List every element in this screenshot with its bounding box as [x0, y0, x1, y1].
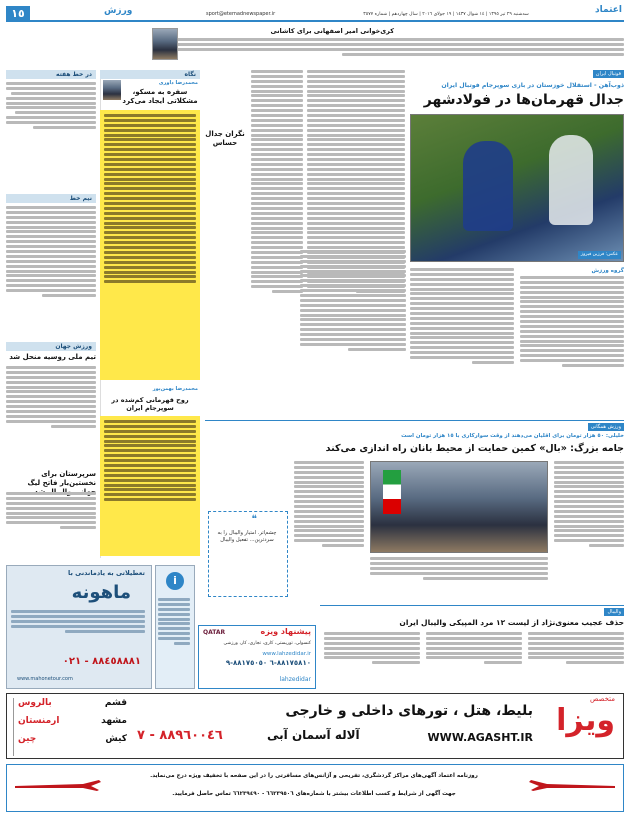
- visa-offer-title: پیشنهاد ویزه: [260, 627, 311, 636]
- second-story: [205, 420, 624, 600]
- second-story-photo: [370, 461, 548, 553]
- third-story-headline: حذف عجیب معنوی‌نژاد از لیست ١٢ مرد المپیکی والیبال ایران: [399, 618, 624, 627]
- top-column-title: کری‌خوانی امیر اصفهانی برای کاشانی: [270, 27, 394, 35]
- agasht-agency: آلاله آسمان آبی: [267, 728, 360, 742]
- visa-offer-phone: ٨٨١٧٥٨١٠-٦ ٨٨١٧٥٠٥٠-٩: [225, 659, 311, 667]
- opinion-headline: سفره به مسکو، مشکلاتی ایجاد می‌کرد: [122, 88, 198, 105]
- opinion-column: [100, 70, 200, 558]
- second-story-kicker: خلیلی: ٥٠ هزار تومان برای اقلیان می‌دهند از وقت سوارکاری با ١٥ هزار تومان است: [401, 433, 624, 439]
- ad-info-strip: [155, 565, 195, 689]
- main-story: [410, 70, 624, 415]
- dest-armenia: ارمنستان: [18, 716, 60, 726]
- middle-column: [300, 250, 406, 410]
- third-story: [320, 605, 624, 690]
- main-story-kicker: ذوب‌آهن - استقلال خوزستان در بازی سوپرجام فوتبال ایران: [441, 82, 624, 89]
- top-column: [150, 28, 624, 64]
- footer-line-1: روزنامه اعتماد آگهی‌های مراکز گردشگری، تفریحی و آژانس‌های مسافرتی را در این صفحه با تخفیف ویژه درج می‌نماید.: [150, 773, 478, 779]
- opinion-author-photo: [103, 80, 121, 100]
- main-story-photo: [410, 114, 624, 262]
- agasht-phone: ٨٨٩٦٠٠٤٦ - ٧: [137, 728, 223, 743]
- small-info-box: [208, 511, 288, 597]
- header-email[interactable]: sport@etemadnewspaper.ir: [206, 11, 276, 17]
- footer-line-2: جهت آگهی از شرایط و کسب اطلاعات بیشتر با شماره‌های ٦٦٢٣٩٥٠٦ - ٦٦٢٣٩٤٩٠ تماس حاصل فرمایید.: [172, 791, 456, 797]
- story-russia-title: تیم ملی روسیه منحل شد: [9, 353, 96, 361]
- ad-mahoneh-tagline: تعطیلاتی به یادماندنی با: [68, 569, 145, 577]
- opinion-tag: نگاه: [100, 70, 200, 79]
- airplane-left-icon: [13, 777, 103, 793]
- dest-mashhad: مشهد: [101, 716, 127, 726]
- story-volleyball-title: سرپرستان برای نخستین‌بار فاتح لیگ: [27, 470, 96, 487]
- agasht-specialist: متخصص: [589, 695, 615, 703]
- opinion2-body: [100, 416, 200, 556]
- visa-offer-brand: lahzedidar: [279, 676, 311, 683]
- photo-flag: [383, 470, 401, 514]
- second-story-headline: جامه بزرگ: «بال» کمین حمایت از محیط بانان راه اندازی می‌کند: [325, 443, 624, 454]
- agasht-destinations: [13, 698, 131, 756]
- left-column-tag: در خط هفته: [6, 70, 96, 79]
- ad-agasht[interactable]: [6, 693, 624, 759]
- photo-caption: عکس: فرزین فیروز: [578, 251, 621, 259]
- airline-logo: QATAR: [203, 629, 226, 636]
- newspaper-logo: اعتماد: [595, 5, 622, 15]
- agasht-visa: ویزا: [556, 703, 615, 738]
- header-date: سه‌شنبه ٢٩ تیر ١٣٩٥ | ١٤ شوال ١٤٣٧ | ١٩ جولای ٢٠١٦ | سال چهاردهم | شماره ٣٥٧٧: [363, 12, 529, 17]
- columnist-photo: [152, 28, 178, 60]
- dest-belarus: بالروس: [18, 698, 52, 708]
- left-column-tag2: نیم خط: [6, 194, 96, 203]
- visa-offer-site: www.lahzedidar.ir: [262, 651, 311, 657]
- info-icon: i: [166, 572, 184, 590]
- dest-qeshm: قشم: [104, 698, 127, 708]
- section-title: ورزش: [104, 6, 133, 16]
- small-info-text: چشم‌اتر. امتیار والیبال را به سردترین... تفعیل والیبال: [217, 530, 277, 543]
- page-number: ١٥: [6, 6, 30, 22]
- ad-mahoneh-title: ماهونه: [71, 582, 131, 603]
- agasht-tours: بلیط، هتل ، تورهای داخلی و خارجی: [285, 703, 533, 719]
- quote-dots-icon: ❝: [251, 514, 257, 525]
- ad-mahoneh-phone: ٨٨٤٥٨٨٨١ - ٠٢١: [62, 656, 141, 667]
- left-column-tag3: ورزش جهان: [6, 342, 96, 351]
- main-story-subhead: گروه ورزش: [591, 268, 624, 274]
- agasht-site: WWW.AGASHT.IR: [427, 731, 533, 744]
- ad-visa-offer[interactable]: [198, 625, 316, 689]
- third-story-tag: والیبال: [604, 608, 624, 616]
- photo-player-blue: [463, 141, 513, 231]
- opinion-body: [100, 110, 200, 380]
- left-column: [6, 70, 96, 558]
- opinion-author: محمدرضا داوری: [158, 80, 198, 86]
- airplane-right-icon: [527, 777, 617, 793]
- opinion2-headline: روح قهرمانی کم‌شده در سوپرجام ایران: [111, 396, 189, 412]
- ad-footer: [6, 764, 624, 812]
- dest-kish: کیش: [105, 734, 127, 744]
- page-header: [6, 6, 624, 22]
- ad-mahoneh-site: www.mahonetour.com: [17, 676, 73, 682]
- visa-offer-sub: کنسولی، توریستی، کاری، تجاری، کار، ورزشی: [223, 641, 311, 646]
- dest-china: چین: [18, 734, 37, 744]
- main-story-headline: جدال قهرمان‌ها در فولادشهر: [423, 92, 624, 108]
- second-story-tag: ورزش همگانی: [588, 423, 624, 431]
- side-column-title: نگران جدال حساس: [205, 130, 245, 147]
- ad-mahoneh[interactable]: [6, 565, 152, 689]
- opinion2-author: محمدرضا بهمن‌پور: [152, 386, 198, 392]
- main-story-tag: فوتبال ایران: [593, 70, 624, 78]
- photo-player-white: [549, 135, 593, 225]
